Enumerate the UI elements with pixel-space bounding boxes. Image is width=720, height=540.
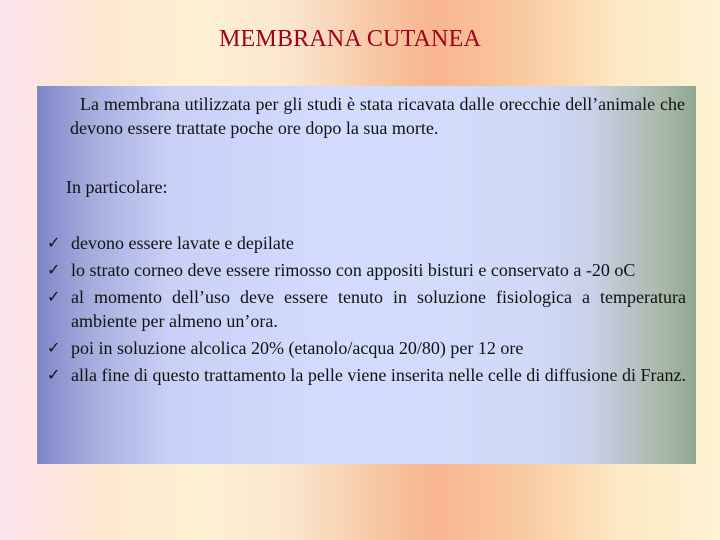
checkmark-icon: ✓ [47,287,61,306]
list-item-text: alla fine di questo trattamento la pelle viene inserita nelle celle di diffusione di Franz. [71,365,686,385]
list-item [47,285,686,333]
list-item [47,336,686,360]
list-item [47,258,686,282]
checkmark-icon: ✓ [47,260,61,279]
list-item-text: al momento dell’uso deve essere tenuto in soluzione fisiologica a temperatura ambiente per almeno un’ora. [71,287,686,331]
intro-text: La membrana utilizzata per gli studi è stata ricavata dalle orecchie dell’animale che devono essere trattate poche ore dopo la sua morte. [70,94,685,138]
checkmark-icon: ✓ [47,365,61,384]
list-item-text: devono essere lavate e depilate [71,233,294,253]
checkmark-icon: ✓ [47,233,61,252]
list-item [47,231,686,255]
slide-title: MEMBRANA CUTANEA [219,26,481,52]
intro-paragraph [70,92,685,140]
list-item [47,363,686,387]
checkmark-icon: ✓ [47,338,61,357]
bullet-list [47,231,686,390]
lead-text: In particolare: [66,177,168,197]
list-item-text: poi in soluzione alcolica 20% (etanolo/acqua 20/80) per 12 ore [71,338,524,358]
list-item-text: lo strato corneo deve essere rimosso con appositi bisturi e conservato a -20 oC [71,260,636,280]
